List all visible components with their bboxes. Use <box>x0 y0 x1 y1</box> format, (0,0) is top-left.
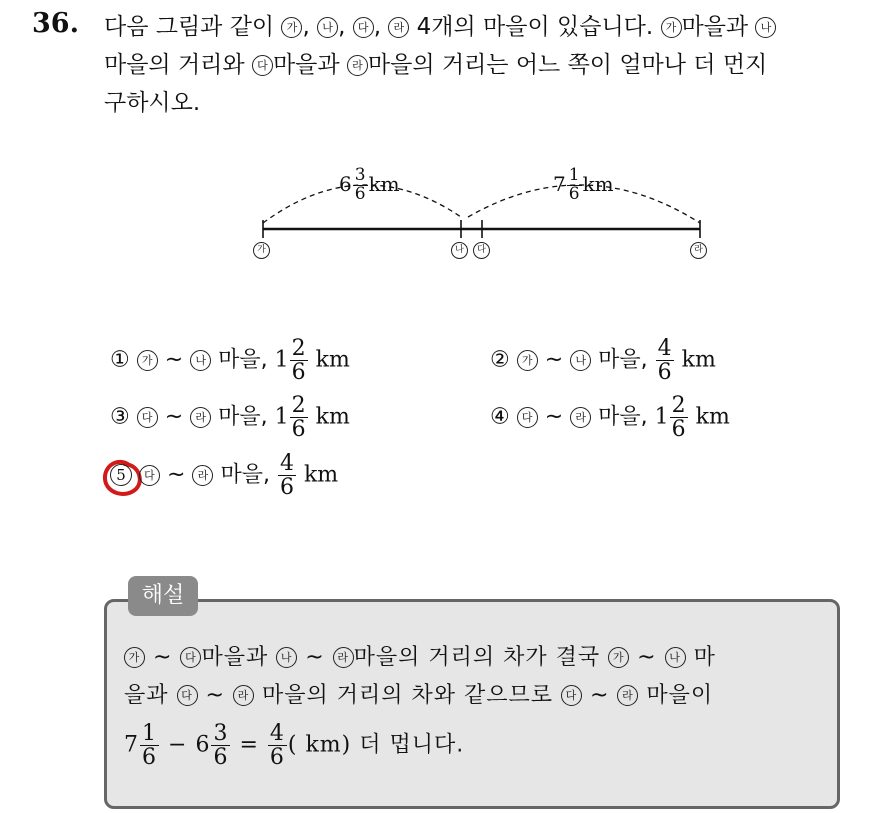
tilde: ~ <box>164 404 184 430</box>
village-marker: 다 <box>180 647 201 668</box>
fraction-numerator: 1 <box>568 165 580 185</box>
explanation-text: 마을과 <box>201 645 269 670</box>
village-marker: 가 <box>137 350 158 371</box>
fraction-numerator: 2 <box>671 393 686 418</box>
fraction-numerator: 4 <box>657 336 672 361</box>
fraction-denominator: 6 <box>291 417 306 443</box>
choice-3[interactable] <box>110 394 350 441</box>
eq-minus: − <box>168 732 188 758</box>
choice-unit: km <box>315 404 350 430</box>
tilde: ~ <box>589 683 610 708</box>
eq-fraction <box>140 722 159 769</box>
fraction-denominator: 6 <box>568 183 580 204</box>
village-marker: 라 <box>333 647 354 668</box>
choice-whole: 1 <box>654 404 669 430</box>
fraction-denominator: 6 <box>279 475 294 501</box>
diagram-village-ga: 가 <box>253 242 270 259</box>
fraction-denominator: 6 <box>671 417 686 443</box>
village-da-marker: 다 <box>353 17 374 38</box>
choice-number: ④ <box>490 404 510 430</box>
explanation-text: 더 멉니다. <box>359 732 465 758</box>
choice-unit: km <box>303 462 339 488</box>
separator: , <box>373 14 382 40</box>
fraction-denominator: 6 <box>213 745 229 771</box>
tilde: ~ <box>164 347 184 373</box>
village-marker: 다 <box>137 407 158 428</box>
diagram-village-na: 나 <box>451 242 468 259</box>
choice-whole: 1 <box>274 404 289 430</box>
choice-fraction <box>670 394 688 441</box>
village-marker: 나 <box>665 647 686 668</box>
explanation-line-1 <box>124 640 716 671</box>
village-marker: 다 <box>517 407 538 428</box>
explanation-equation <box>124 722 464 769</box>
choice-fraction <box>290 337 308 384</box>
choice-number: ③ <box>110 404 130 430</box>
explanation-text: 을과 <box>124 683 169 708</box>
question-text-part: 마을의 거리와 <box>104 52 245 78</box>
explanation-text: 마을의 거리의 차가 결국 <box>353 645 601 670</box>
explanation-text: 마을의 거리의 차와 같으므로 <box>261 683 553 708</box>
tilde: ~ <box>637 645 657 670</box>
village-marker: 가 <box>124 647 145 668</box>
village-marker: 가 <box>517 350 538 371</box>
question-line-3: 구하시오. <box>104 90 201 116</box>
question-number: 36. <box>32 8 79 39</box>
village-da-marker: 다 <box>252 55 273 76</box>
tilde: ~ <box>305 645 325 670</box>
fraction-numerator: 1 <box>142 721 157 746</box>
choice-unit: km <box>681 347 716 373</box>
village-na-marker: 나 <box>755 17 776 38</box>
fraction-numerator: 3 <box>354 165 366 185</box>
tilde: ~ <box>544 347 564 373</box>
village-marker: 라 <box>570 407 591 428</box>
choice-fraction <box>278 452 296 499</box>
right-distance-label <box>553 167 614 204</box>
explanation-line-2 <box>124 678 713 709</box>
fraction-denominator: 6 <box>269 745 285 771</box>
explanation-text: 마을이 <box>646 683 714 708</box>
choice-1[interactable] <box>110 337 350 384</box>
choice-2[interactable] <box>490 337 716 384</box>
fraction-numerator: 2 <box>291 336 306 361</box>
fraction-denominator: 6 <box>657 360 672 386</box>
fraction-numerator: 4 <box>269 721 285 746</box>
choice-word: 마을, <box>220 462 270 488</box>
choice-word: 마을, <box>218 404 268 430</box>
choice-unit: km <box>315 347 350 373</box>
tilde: ~ <box>544 404 564 430</box>
right-distance-whole: 7 <box>553 171 566 196</box>
eq-equals: = <box>239 732 259 758</box>
village-marker: 나 <box>190 350 211 371</box>
village-marker: 라 <box>617 685 638 706</box>
right-distance-fraction <box>567 167 582 204</box>
eq-whole: 7 <box>124 732 139 758</box>
village-ra-marker: 라 <box>347 55 368 76</box>
left-distance-fraction <box>353 167 368 204</box>
fraction-numerator: 2 <box>291 393 306 418</box>
left-distance-unit: km <box>368 171 400 196</box>
village-marker: 라 <box>190 407 211 428</box>
left-distance-whole: 6 <box>339 171 352 196</box>
choice-word: 마을, <box>218 347 268 373</box>
question-text-part: 마을과 <box>272 52 340 78</box>
fraction-numerator: 4 <box>279 451 294 476</box>
village-na-marker: 나 <box>317 17 338 38</box>
village-marker: 가 <box>608 647 629 668</box>
village-ra-marker: 라 <box>388 17 409 38</box>
choice-fraction <box>656 337 674 384</box>
separator: , <box>338 14 346 40</box>
village-marker: 라 <box>192 465 213 486</box>
explanation-tab: 해설 <box>128 576 198 616</box>
tilde: ~ <box>167 462 186 488</box>
choice-whole: 1 <box>274 347 289 373</box>
village-marker: 나 <box>276 647 297 668</box>
diagram-village-da: 다 <box>473 242 490 259</box>
tilde: ~ <box>153 645 173 670</box>
choice-number: ① <box>110 347 130 373</box>
fraction-denominator: 6 <box>354 183 366 204</box>
explanation-text: 마 <box>693 645 716 670</box>
right-distance-unit: km <box>582 171 614 196</box>
fraction-numerator: 3 <box>213 721 229 746</box>
choice-word: 마을, <box>598 347 648 373</box>
fraction-denominator: 6 <box>291 360 306 386</box>
choice-unit: km <box>695 404 730 430</box>
choice-number: ② <box>490 347 510 373</box>
question-text-part: 마을과 <box>681 14 749 40</box>
choice-5[interactable] <box>110 452 338 499</box>
fraction-denominator: 6 <box>142 745 157 771</box>
eq-fraction <box>268 722 287 769</box>
diagram-village-ra: 라 <box>690 242 707 259</box>
choice-fraction <box>290 394 308 441</box>
village-marker: 다 <box>139 465 160 486</box>
village-marker: 다 <box>177 685 198 706</box>
eq-unit: ( km) <box>287 732 352 758</box>
left-distance-label <box>339 167 400 204</box>
eq-whole: 6 <box>195 732 211 758</box>
village-ga-marker: 가 <box>281 17 302 38</box>
question-text-part: 다음 그림과 같이 <box>104 14 275 40</box>
village-marker: 라 <box>233 685 254 706</box>
choice-4[interactable] <box>490 394 730 441</box>
village-ga-marker: 가 <box>661 17 682 38</box>
separator: , <box>302 14 310 40</box>
choice-word: 마을, <box>598 404 648 430</box>
eq-fraction <box>211 722 230 769</box>
choice-number: 5 <box>110 464 132 486</box>
question-text-part: 마을의 거리는 어느 쪽이 얼마나 더 먼지 <box>367 52 768 78</box>
tilde: ~ <box>205 683 225 708</box>
village-marker: 나 <box>570 350 591 371</box>
question-text-part: 4개의 마을이 있습니다. <box>416 14 654 40</box>
village-marker: 다 <box>561 685 582 706</box>
